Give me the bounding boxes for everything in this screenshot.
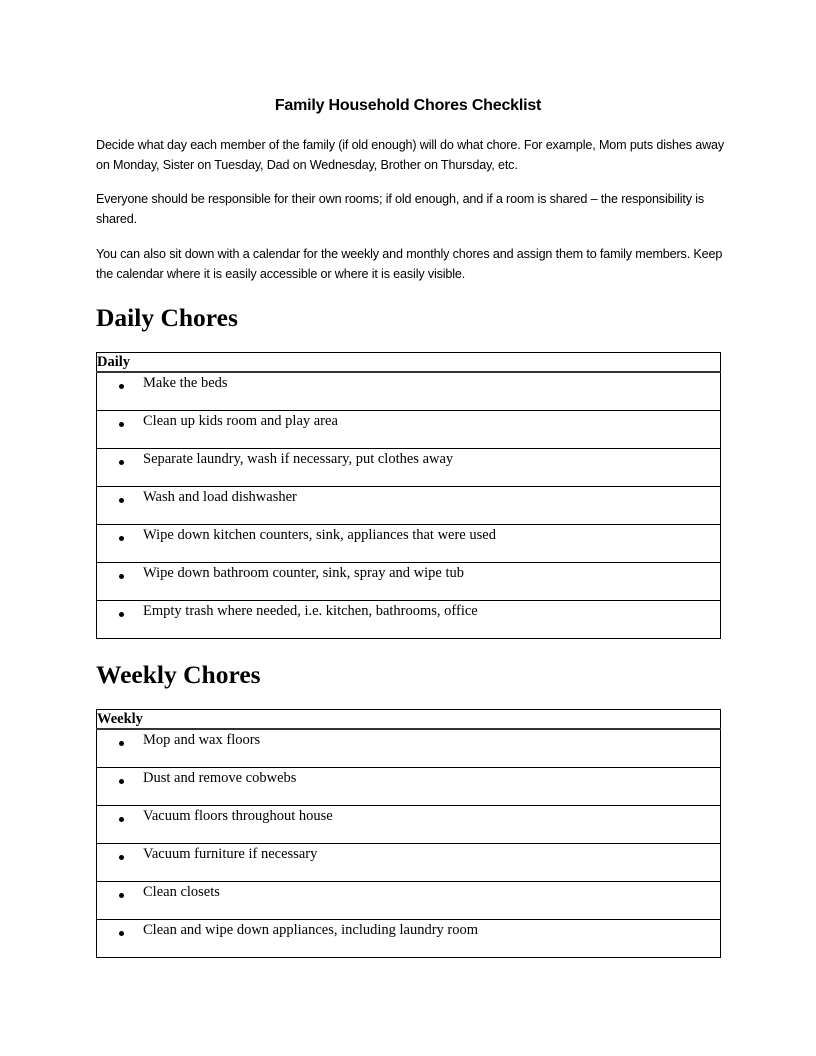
- chore-label: Clean and wipe down appliances, including laundry room: [143, 922, 479, 938]
- table-row: [97, 487, 721, 525]
- bullet-icon: [119, 498, 124, 503]
- chore-label: Wipe down bathroom counter, sink, spray and wipe tub: [143, 565, 464, 581]
- intro-paragraph-1: Decide what day each member of the family (if old enough) will do what chore. For example, Mom puts dishes away on Monday, Sister on Tuesday, Dad on Wednesday, Brother on Thursday, etc.: [96, 138, 725, 172]
- chore-label: Separate laundry, wash if necessary, put clothes away: [143, 451, 454, 467]
- daily-table-header: Daily: [97, 353, 721, 373]
- table-row: [97, 768, 721, 806]
- chore-label: Make the beds: [143, 375, 228, 391]
- table-row: [97, 563, 721, 601]
- document-title: Family Household Chores Checklist: [274, 97, 542, 114]
- chore-label: Vacuum furniture if necessary: [143, 846, 318, 862]
- bullet-icon: [119, 574, 124, 579]
- chore-label: Wash and load dishwasher: [143, 489, 297, 505]
- weekly-chores-table: [96, 709, 721, 958]
- bullet-icon: [119, 855, 124, 860]
- chore-label: Dust and remove cobwebs: [143, 770, 297, 786]
- table-row: [97, 844, 721, 882]
- chore-label: Mop and wax floors: [143, 732, 261, 748]
- table-row: [97, 372, 721, 411]
- table-row: [97, 882, 721, 920]
- table-row: [97, 525, 721, 563]
- table-row: [97, 729, 721, 768]
- table-row: [97, 449, 721, 487]
- bullet-icon: [119, 422, 124, 427]
- table-row: [97, 806, 721, 844]
- daily-chores-heading: Daily Chores: [96, 303, 238, 332]
- bullet-icon: [119, 536, 124, 541]
- chore-label: Clean closets: [143, 884, 220, 900]
- weekly-chores-heading: Weekly Chores: [96, 660, 261, 689]
- bullet-icon: [119, 779, 124, 784]
- chore-label: Wipe down kitchen counters, sink, appliances that were used: [143, 527, 496, 543]
- daily-chores-table: [96, 352, 721, 639]
- bullet-icon: [119, 384, 124, 389]
- weekly-table-header: Weekly: [97, 710, 721, 730]
- bullet-icon: [119, 741, 124, 746]
- chore-label: Vacuum floors throughout house: [143, 808, 333, 824]
- table-row: [97, 411, 721, 449]
- bullet-icon: [119, 817, 124, 822]
- bullet-icon: [119, 931, 124, 936]
- table-row: [97, 920, 721, 958]
- bullet-icon: [119, 893, 124, 898]
- table-row: [97, 601, 721, 639]
- chore-label: Empty trash where needed, i.e. kitchen, bathrooms, office: [143, 603, 478, 619]
- intro-paragraph-2: Everyone should be responsible for their own rooms; if old enough, and if a room is shared – the responsibility is shared.: [96, 192, 705, 226]
- bullet-icon: [119, 460, 124, 465]
- chore-label: Clean up kids room and play area: [143, 413, 338, 429]
- intro-paragraph-3: You can also sit down with a calendar for the weekly and monthly chores and assign them to family members. Keep the calendar where it is easily accessible or where it is easily visible.: [96, 247, 723, 281]
- bullet-icon: [119, 612, 124, 617]
